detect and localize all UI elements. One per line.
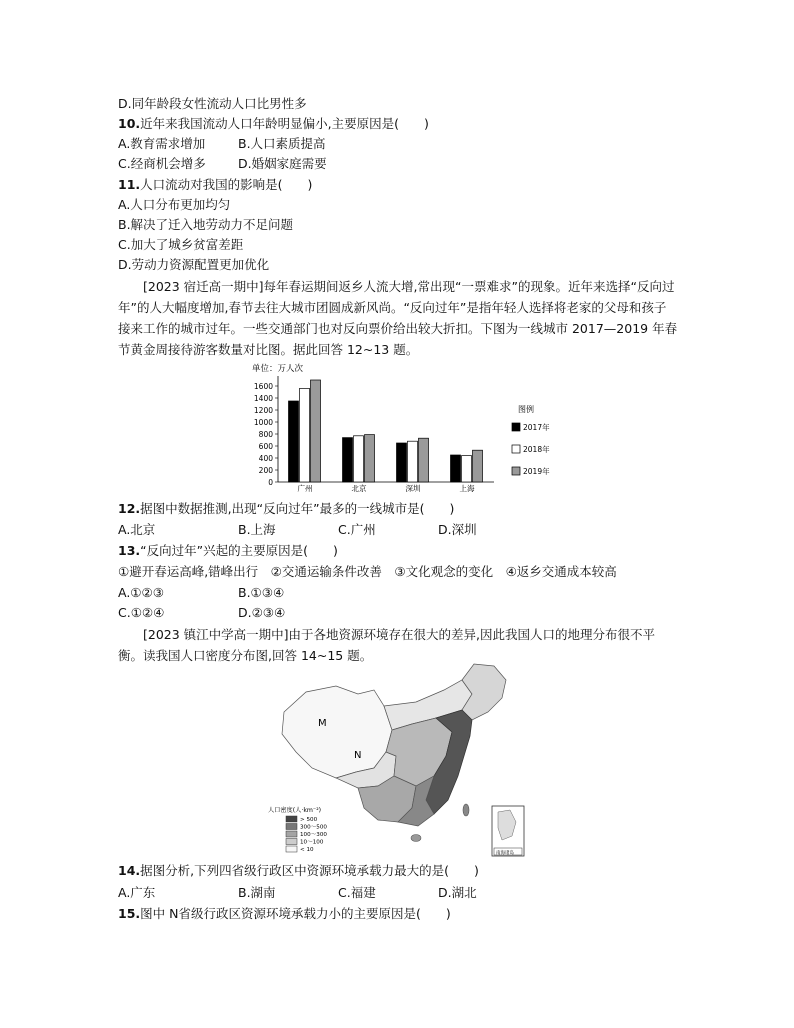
q11-option-b: B.解决了迁入地劳动力不足问题 [118, 217, 294, 232]
question-13 [118, 542, 338, 560]
q11-option-a: A.人口分布更加均匀 [118, 197, 231, 212]
q12-option-b: B.上海 [238, 522, 276, 537]
chart-legend-swatch [512, 423, 520, 431]
q13-option-c: C.①②④ [118, 605, 165, 620]
map-legend [268, 806, 327, 853]
q12-option-a: A.北京 [118, 522, 156, 537]
map-inset [492, 806, 524, 856]
bar-chart [244, 360, 574, 492]
question-14 [118, 862, 479, 880]
chart-legend-swatch [512, 467, 520, 475]
q12-option-c: C.广州 [338, 522, 376, 537]
chart-y-tick-label: 1400 [253, 394, 273, 403]
chart-legend-label: 2018年 [523, 445, 550, 454]
q11-option-c: C.加大了城乡贫富差距 [118, 237, 244, 252]
q13-option-a: A.①②③ [118, 585, 164, 600]
question-stem: 据图中数据推测,出现“反向过年”最多的一线城市是( ) [140, 501, 455, 516]
chart-unit-label: 单位：万人次 [252, 364, 304, 374]
map-region-hainan [411, 835, 421, 842]
question-number: 14. [118, 863, 141, 878]
map-legend-label: < 10 [300, 847, 314, 854]
question-stem: 人口流动对我国的影响是( ) [140, 177, 313, 192]
q10-option-c: C.经商机会增多 [118, 156, 206, 171]
chart-y-tick-label: 400 [258, 454, 273, 463]
q9-option-d: D.同年龄段女性流动人口比男性多 [118, 96, 307, 111]
q12-option-d: D.深圳 [438, 522, 477, 537]
map-legend-label: 10～100 [300, 839, 324, 846]
q13-option-d: D.②③④ [238, 605, 286, 620]
question-number: 12. [118, 501, 141, 516]
chart-legend-label: 2017年 [523, 423, 550, 432]
q10-option-d: D.婚姻家庭需要 [238, 156, 327, 171]
map-label-m: M [318, 718, 327, 729]
question-stem: 图中 N省级行政区资源环境承载力小的主要原因是( ) [140, 906, 451, 921]
map-legend-title: 人口密度(人·km⁻²) [268, 807, 322, 814]
question-number: 13. [118, 543, 141, 558]
chart-bar [408, 441, 418, 482]
map-inset-label: 南海诸岛 [496, 851, 514, 856]
chart-bar [354, 436, 364, 482]
chart-bar [397, 443, 407, 482]
map-legend-label: > 500 [300, 817, 318, 824]
chart-category-label: 上海 [459, 484, 475, 492]
map-region-taiwan [463, 804, 469, 816]
map-region-west [282, 686, 392, 778]
passage-14-15: [2023 镇江中学高一期中]由于各地资源环境存在很大的差异,因此我国人口的地理分布很不平衡。读我国人口密度分布图,回答 14~15 题。 [118, 627, 656, 663]
chart-category-label: 北京 [351, 484, 367, 492]
q10-option-b: B.人口素质提高 [238, 136, 326, 151]
chart-bar [289, 401, 299, 482]
chart-bar [419, 438, 429, 482]
passage-12-13: [2023 宿迁高一期中]每年春运期间返乡人流大增,常出现“一票难求”的现象。近年来选择“反向过年”的人大幅度增加,春节去往大城市团圆成新风尚。“反向过年”是指年轻人选择将老家的父母和孩子接来工作的城市过年。一些交通部门也对反向票价给出较大折扣。下图为一线城市 2017—2019 年春节黄金周接待游客数量对比图。据此回答 12~13 题。 [118, 279, 678, 357]
question-10 [118, 115, 429, 133]
chart-bar [311, 380, 321, 482]
map-legend-swatch [286, 816, 297, 822]
map-legend-swatch [286, 824, 297, 830]
question-11 [118, 176, 312, 194]
chart-y-tick-label: 1200 [253, 406, 273, 415]
q14-option-c: C.福建 [338, 885, 376, 900]
q14-option-a: A.广东 [118, 885, 156, 900]
q13-option-b: B.①③④ [238, 585, 285, 600]
question-stem: 据图分析,下列四省级行政区中资源环境承载力最大的是( ) [140, 863, 479, 878]
chart-legend-label: 2019年 [523, 467, 550, 476]
chart-bar [462, 456, 472, 482]
chart-y-tick-label: 1000 [253, 418, 273, 427]
chart-bar [300, 388, 310, 482]
q10-option-a: A.教育需求增加 [118, 136, 206, 151]
chart-bar [451, 455, 461, 482]
q14-option-b: B.湖南 [238, 885, 276, 900]
q13-statements: ①避开春运高峰,错峰出行 ②交通运输条件改善 ③文化观念的变化 ④返乡交通成本较高 [118, 564, 617, 579]
map-legend-swatch [286, 846, 297, 852]
q14-option-d: D.湖北 [438, 885, 477, 900]
chart-bar [343, 438, 353, 482]
chart-legend-swatch [512, 445, 520, 453]
chart-y-tick-label: 600 [258, 442, 273, 451]
chart-bar [473, 450, 483, 482]
chart-category-label: 广州 [297, 484, 313, 492]
chart-y-tick-label: 200 [258, 466, 273, 475]
map-legend-label: 300～500 [300, 824, 327, 831]
map-legend-swatch [286, 839, 297, 845]
chart-y-tick-label: 800 [258, 430, 273, 439]
question-stem: 近年来我国流动人口年龄明显偏小,主要原因是( ) [140, 116, 429, 131]
map-legend-swatch [286, 831, 297, 837]
question-12 [118, 500, 454, 518]
question-15 [118, 905, 451, 923]
chart-bar [365, 435, 375, 482]
map-legend-label: 100～300 [300, 832, 327, 839]
question-number: 15. [118, 906, 141, 921]
chart-category-label: 深圳 [405, 484, 421, 492]
question-number: 11. [118, 177, 141, 192]
chart-legend-title: 图例 [518, 405, 534, 414]
chart-y-tick-label: 1600 [253, 382, 273, 391]
chart-y-tick-label: 0 [268, 478, 273, 487]
population-density-map [266, 660, 526, 860]
question-number: 10. [118, 116, 141, 131]
q11-option-d: D.劳动力资源配置更加优化 [118, 257, 270, 272]
question-stem: “反向过年”兴起的主要原因是( ) [140, 543, 338, 558]
map-label-n: N [354, 750, 362, 761]
